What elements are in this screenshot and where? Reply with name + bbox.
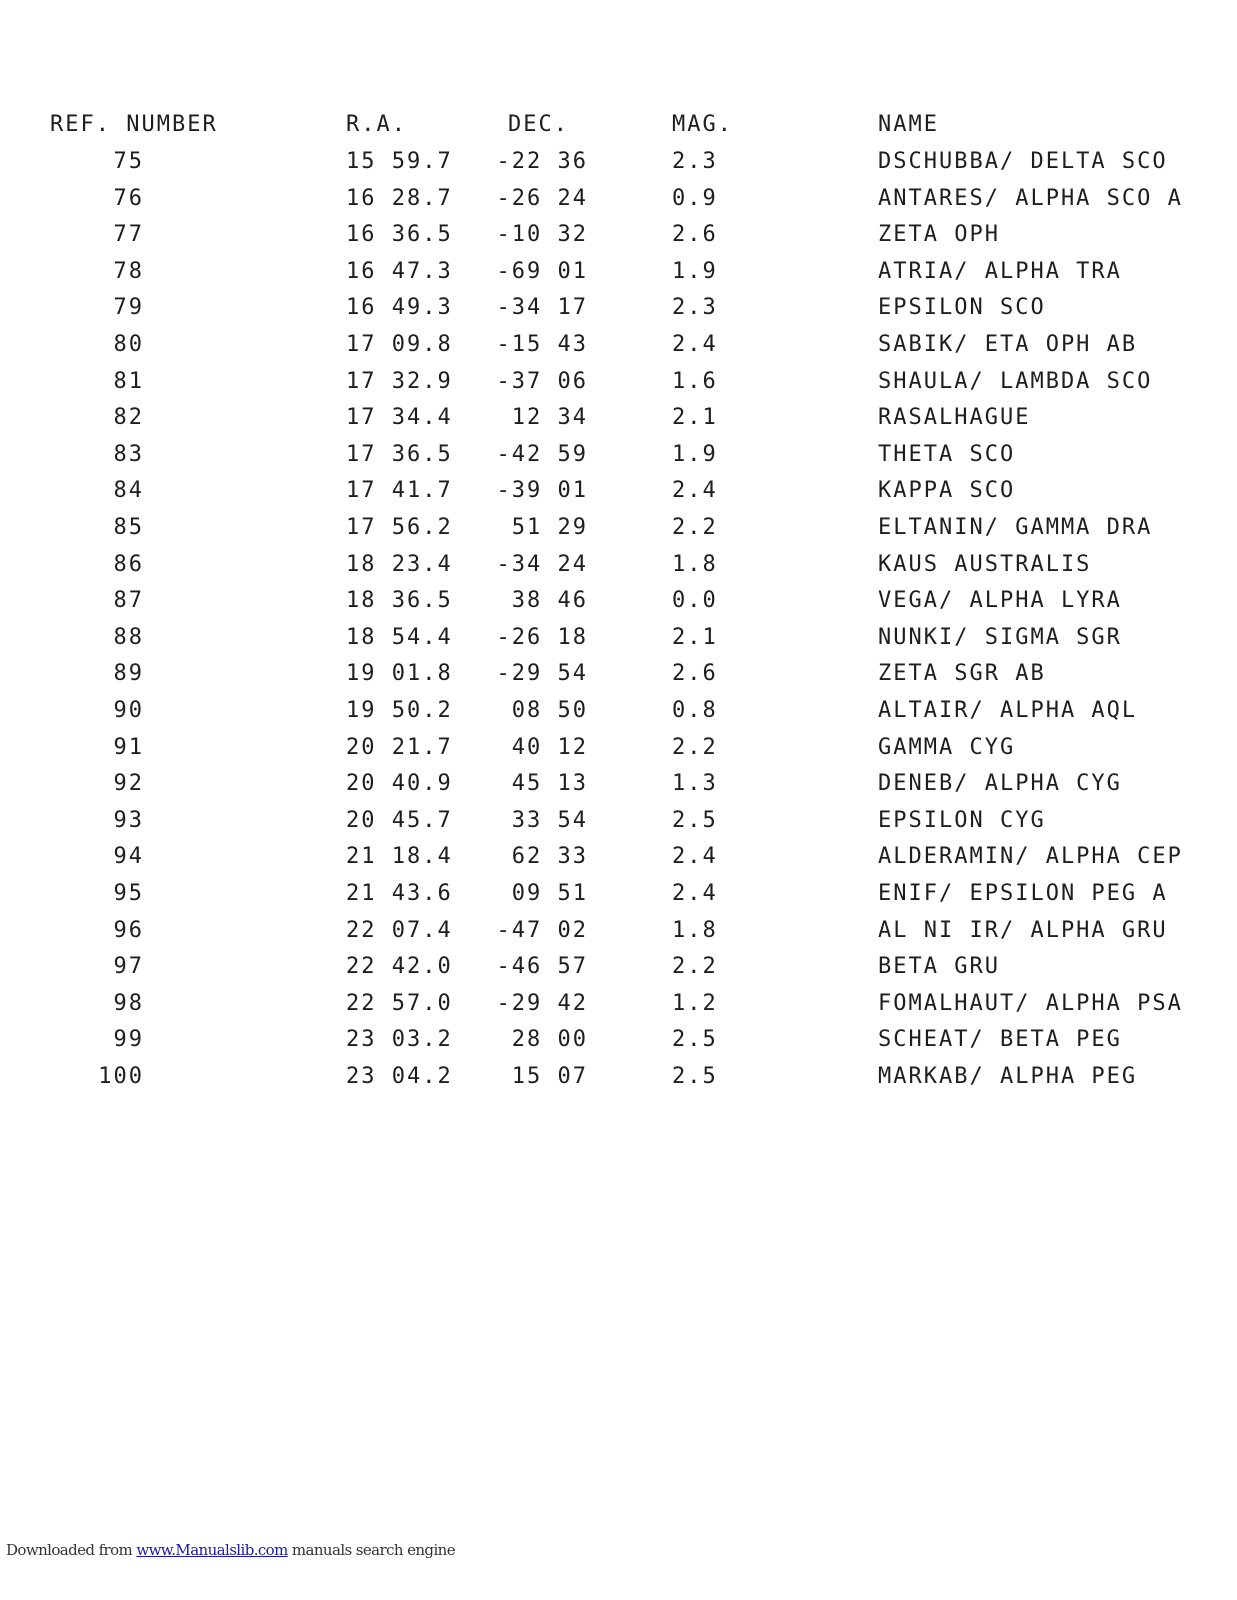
table-row: [0, 186, 1237, 222]
table-row: [0, 405, 1237, 441]
table-row: [0, 332, 1237, 368]
row-ra: 16 47.3: [346, 258, 453, 284]
row-ref-number: 82: [113, 405, 144, 431]
row-name: ANTARES/ ALPHA SCO A: [878, 185, 1183, 211]
row-mag: 0.8: [672, 698, 718, 723]
row-name: AL NI IR/ ALPHA GRU: [878, 917, 1168, 943]
row-ra: 18 23.4: [346, 551, 453, 577]
row-ref-number: 83: [113, 441, 144, 467]
row-ra: 16 49.3: [346, 295, 453, 321]
row-ref-number: 93: [113, 807, 144, 833]
row-mag: 1.8: [672, 551, 718, 577]
row-ref-number: 96: [113, 917, 144, 943]
row-dec: -47 02: [496, 917, 588, 943]
row-name: GAMMA CYG: [878, 734, 1016, 760]
header-ra: R.A.: [346, 112, 407, 137]
footer-suffix: manuals search engine: [287, 1541, 455, 1559]
row-mag: 1.2: [672, 990, 718, 1016]
row-dec: -39 01: [496, 478, 588, 504]
row-ref-number: 94: [113, 844, 144, 870]
row-dec: -46 57: [496, 954, 588, 980]
row-ra: 22 07.4: [346, 917, 453, 943]
row-mag: 2.6: [672, 661, 718, 687]
row-dec: -37 06: [496, 368, 588, 394]
row-ref-number: 87: [113, 588, 144, 614]
table-row: [0, 735, 1237, 771]
row-mag: 2.6: [672, 222, 718, 248]
table-row: [0, 991, 1237, 1027]
row-ref-number: 95: [113, 881, 144, 906]
row-mag: 1.9: [672, 441, 718, 467]
row-mag: 2.3: [672, 149, 718, 174]
row-ref-number: 92: [113, 771, 144, 797]
row-ra: 15 59.7: [346, 149, 453, 174]
row-name: EPSILON SCO: [878, 295, 1046, 321]
table-row: [0, 369, 1237, 405]
header-name: NAME: [878, 112, 939, 137]
row-dec: -34 17: [496, 295, 588, 321]
header-mag: MAG.: [672, 112, 733, 137]
table-row: [0, 1064, 1237, 1100]
row-name: VEGA/ ALPHA LYRA: [878, 588, 1122, 614]
row-ref-number: 81: [113, 368, 144, 394]
row-name: ZETA OPH: [878, 222, 1000, 248]
row-name: DSCHUBBA/ DELTA SCO: [878, 149, 1168, 174]
table-row: [0, 588, 1237, 624]
row-mag: 1.6: [672, 368, 718, 394]
row-mag: 2.4: [672, 478, 718, 504]
row-ref-number: 88: [113, 624, 144, 650]
row-ra: 19 50.2: [346, 698, 453, 723]
row-ref-number: 77: [113, 222, 144, 248]
row-ra: 22 42.0: [346, 954, 453, 980]
row-mag: 1.8: [672, 917, 718, 943]
header-dec: DEC.: [508, 112, 569, 137]
row-dec: 33 54: [511, 807, 588, 833]
row-dec: 12 34: [511, 405, 588, 431]
row-mag: 2.1: [672, 405, 718, 431]
row-mag: 2.3: [672, 295, 718, 321]
manualslib-link[interactable]: www.Manualslib.com: [136, 1541, 288, 1559]
table-row: [0, 771, 1237, 807]
table-row: [0, 625, 1237, 661]
row-dec: -34 24: [496, 551, 588, 577]
row-ref-number: 80: [113, 332, 144, 357]
row-name: ATRIA/ ALPHA TRA: [878, 258, 1122, 284]
row-ref-number: 89: [113, 661, 144, 687]
table-row: [0, 844, 1237, 880]
row-name: MARKAB/ ALPHA PEG: [878, 1064, 1138, 1089]
row-name: ENIF/ EPSILON PEG A: [878, 881, 1168, 906]
row-ra: 20 40.9: [346, 771, 453, 797]
row-ref-number: 86: [113, 551, 144, 577]
row-ra: 22 57.0: [346, 990, 453, 1016]
table-row: [0, 881, 1237, 917]
row-ref-number: 79: [113, 295, 144, 321]
row-name: FOMALHAUT/ ALPHA PSA: [878, 990, 1183, 1016]
row-dec: -42 59: [496, 441, 588, 467]
row-dec: 45 13: [511, 771, 588, 797]
row-ref-number: 84: [113, 478, 144, 504]
row-mag: 1.3: [672, 771, 718, 797]
row-name: BETA GRU: [878, 954, 1000, 980]
table-row: [0, 661, 1237, 697]
row-mag: 2.2: [672, 954, 718, 980]
row-dec: 28 00: [511, 1027, 588, 1053]
table-row: [0, 149, 1237, 185]
row-mag: 2.4: [672, 881, 718, 906]
table-row: [0, 442, 1237, 478]
row-ra: 17 56.2: [346, 515, 453, 540]
row-mag: 2.5: [672, 807, 718, 833]
row-name: THETA SCO: [878, 441, 1016, 467]
table-row: [0, 1027, 1237, 1063]
header-ref-number: REF. NUMBER: [50, 112, 218, 137]
footer: [6, 1541, 455, 1559]
row-name: EPSILON CYG: [878, 807, 1046, 833]
table-row: [0, 259, 1237, 295]
row-mag: 2.4: [672, 332, 718, 357]
row-ref-number: 90: [113, 698, 144, 723]
row-dec: -29 42: [496, 990, 588, 1016]
row-dec: -10 32: [496, 222, 588, 248]
row-dec: -15 43: [496, 332, 588, 357]
row-ref-number: 98: [113, 990, 144, 1016]
row-ra: 17 41.7: [346, 478, 453, 504]
row-ra: 23 03.2: [346, 1027, 453, 1053]
row-ra: 17 32.9: [346, 368, 453, 394]
row-ra: 17 09.8: [346, 332, 453, 357]
row-ref-number: 100: [98, 1064, 144, 1089]
row-name: NUNKI/ SIGMA SGR: [878, 624, 1122, 650]
row-ra: 21 43.6: [346, 881, 453, 906]
row-mag: 1.9: [672, 258, 718, 284]
table-row: [0, 478, 1237, 514]
row-mag: 2.2: [672, 515, 718, 540]
table-row: [0, 515, 1237, 551]
row-name: RASALHAGUE: [878, 405, 1031, 431]
row-ra: 17 34.4: [346, 405, 453, 431]
footer-prefix: Downloaded from: [6, 1541, 137, 1559]
row-name: DENEB/ ALPHA CYG: [878, 771, 1122, 797]
row-dec: 15 07: [511, 1064, 588, 1089]
row-mag: 2.5: [672, 1027, 718, 1053]
row-ra: 16 36.5: [346, 222, 453, 248]
row-ref-number: 85: [113, 515, 144, 540]
row-dec: 62 33: [511, 844, 588, 870]
row-mag: 2.1: [672, 624, 718, 650]
row-ra: 20 45.7: [346, 807, 453, 833]
row-dec: 09 51: [511, 881, 588, 906]
row-ra: 23 04.2: [346, 1064, 453, 1089]
row-name: ELTANIN/ GAMMA DRA: [878, 515, 1153, 540]
row-ra: 18 36.5: [346, 588, 453, 614]
row-name: ALTAIR/ ALPHA AQL: [878, 698, 1138, 723]
row-ref-number: 76: [113, 185, 144, 211]
row-dec: 38 46: [511, 588, 588, 614]
row-dec: 08 50: [511, 698, 588, 723]
row-ref-number: 78: [113, 258, 144, 284]
table-row: [0, 295, 1237, 331]
row-name: ALDERAMIN/ ALPHA CEP: [878, 844, 1183, 870]
table-row: [0, 698, 1237, 734]
table-row: [0, 552, 1237, 588]
row-ra: 20 21.7: [346, 734, 453, 760]
row-name: SHAULA/ LAMBDA SCO: [878, 368, 1153, 394]
row-ref-number: 99: [113, 1027, 144, 1053]
row-dec: -22 36: [496, 149, 588, 174]
row-mag: 2.5: [672, 1064, 718, 1089]
row-ra: 17 36.5: [346, 441, 453, 467]
row-dec: 40 12: [511, 734, 588, 760]
row-mag: 0.0: [672, 588, 718, 614]
table-row: [0, 918, 1237, 954]
row-dec: 51 29: [511, 515, 588, 540]
row-ra: 16 28.7: [346, 185, 453, 211]
row-name: SCHEAT/ BETA PEG: [878, 1027, 1122, 1053]
row-dec: -26 18: [496, 624, 588, 650]
row-name: KAPPA SCO: [878, 478, 1016, 504]
row-dec: -29 54: [496, 661, 588, 687]
row-name: ZETA SGR AB: [878, 661, 1046, 687]
row-dec: -26 24: [496, 185, 588, 211]
table-row: [0, 954, 1237, 990]
row-ra: 21 18.4: [346, 844, 453, 870]
row-dec: -69 01: [496, 258, 588, 284]
row-name: SABIK/ ETA OPH AB: [878, 332, 1138, 357]
row-ra: 18 54.4: [346, 624, 453, 650]
row-mag: 2.2: [672, 734, 718, 760]
row-ref-number: 91: [113, 734, 144, 760]
row-name: KAUS AUSTRALIS: [878, 551, 1092, 577]
table-row: [0, 222, 1237, 258]
row-ra: 19 01.8: [346, 661, 453, 687]
row-ref-number: 75: [113, 149, 144, 174]
row-mag: 0.9: [672, 185, 718, 211]
row-ref-number: 97: [113, 954, 144, 980]
table-row: [0, 808, 1237, 844]
row-mag: 2.4: [672, 844, 718, 870]
